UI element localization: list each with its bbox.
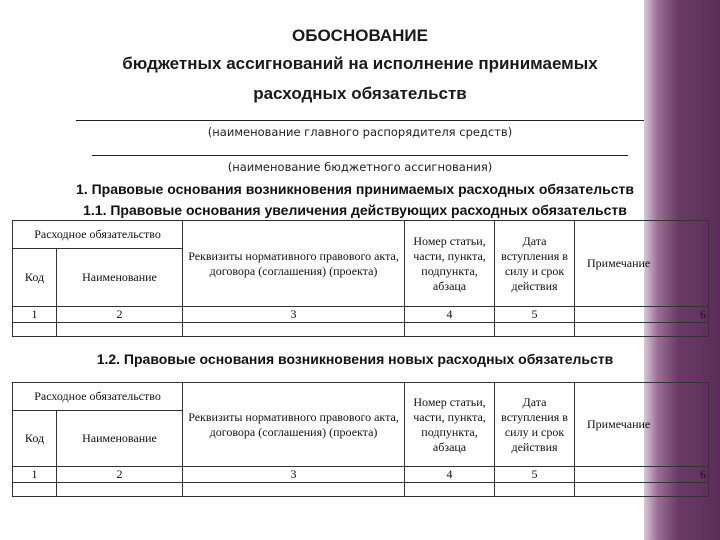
column-number: 4 [405,467,495,483]
empty-cell [13,483,57,497]
caption-main-manager: (наименование главного распорядителя средств) [207,125,513,139]
section1-heading: 1. Правовые основания возникновения принимаемых расходных обязательств [76,181,634,197]
empty-cell [57,483,183,497]
column-number: 2 [57,307,183,323]
header-note: Примечание [575,383,709,467]
header-requisites: Реквизиты нормативного правового акта, договора (соглашения) (проекта) [183,221,405,307]
empty-cell [495,483,575,497]
empty-cell [575,483,709,497]
blank-line-manager [76,120,644,121]
header-effective-date: Дата вступления в силу и срок действия [495,383,575,467]
column-number: 2 [57,467,183,483]
empty-cell [183,323,405,337]
section1-subheading: 1.1. Правовые основания увеличения действующих расходных обязательств [83,202,627,218]
header-code: Код [13,249,57,307]
header-note: Примечание [575,221,709,307]
empty-cell [495,323,575,337]
section2-heading: 1.2. Правовые основания возникновения новых расходных обязательств [96,351,614,367]
header-name: Наименование [57,249,183,307]
column-number: 3 [183,467,405,483]
column-number: 5 [495,307,575,323]
blank-line-allocation [92,155,628,156]
header-article-number: Номер статьи, части, пункта, подпункта, абзаца [405,383,495,467]
empty-cell [405,483,495,497]
column-number: 6 [575,467,709,483]
header-requisites: Реквизиты нормативного правового акта, договора (соглашения) (проекта) [183,383,405,467]
empty-cell [13,323,57,337]
document-subtitle-line1: бюджетных ассигнований на исполнение принимаемых [122,54,598,73]
header-article-number: Номер статьи, части, пункта, подпункта, абзаца [405,221,495,307]
table-increase-obligations [12,220,709,337]
column-number: 6 [575,307,709,323]
document-title: ОБОСНОВАНИЕ [292,26,428,45]
header-name: Наименование [57,411,183,467]
column-number: 1 [13,307,57,323]
empty-cell [183,483,405,497]
caption-budget-allocation: (наименование бюджетного ассигнования) [227,160,493,174]
document-subtitle-line2: расходных обязательств [253,84,467,103]
header-code: Код [13,411,57,467]
header-expense-obligation: Расходное обязательство [13,221,183,249]
header-expense-obligation: Расходное обязательство [13,383,183,411]
column-number: 3 [183,307,405,323]
column-number: 4 [405,307,495,323]
column-number: 5 [495,467,575,483]
empty-cell [57,323,183,337]
column-number: 1 [13,467,57,483]
empty-cell [405,323,495,337]
empty-cell [575,323,709,337]
header-effective-date: Дата вступления в силу и срок действия [495,221,575,307]
table-new-obligations [12,382,709,497]
